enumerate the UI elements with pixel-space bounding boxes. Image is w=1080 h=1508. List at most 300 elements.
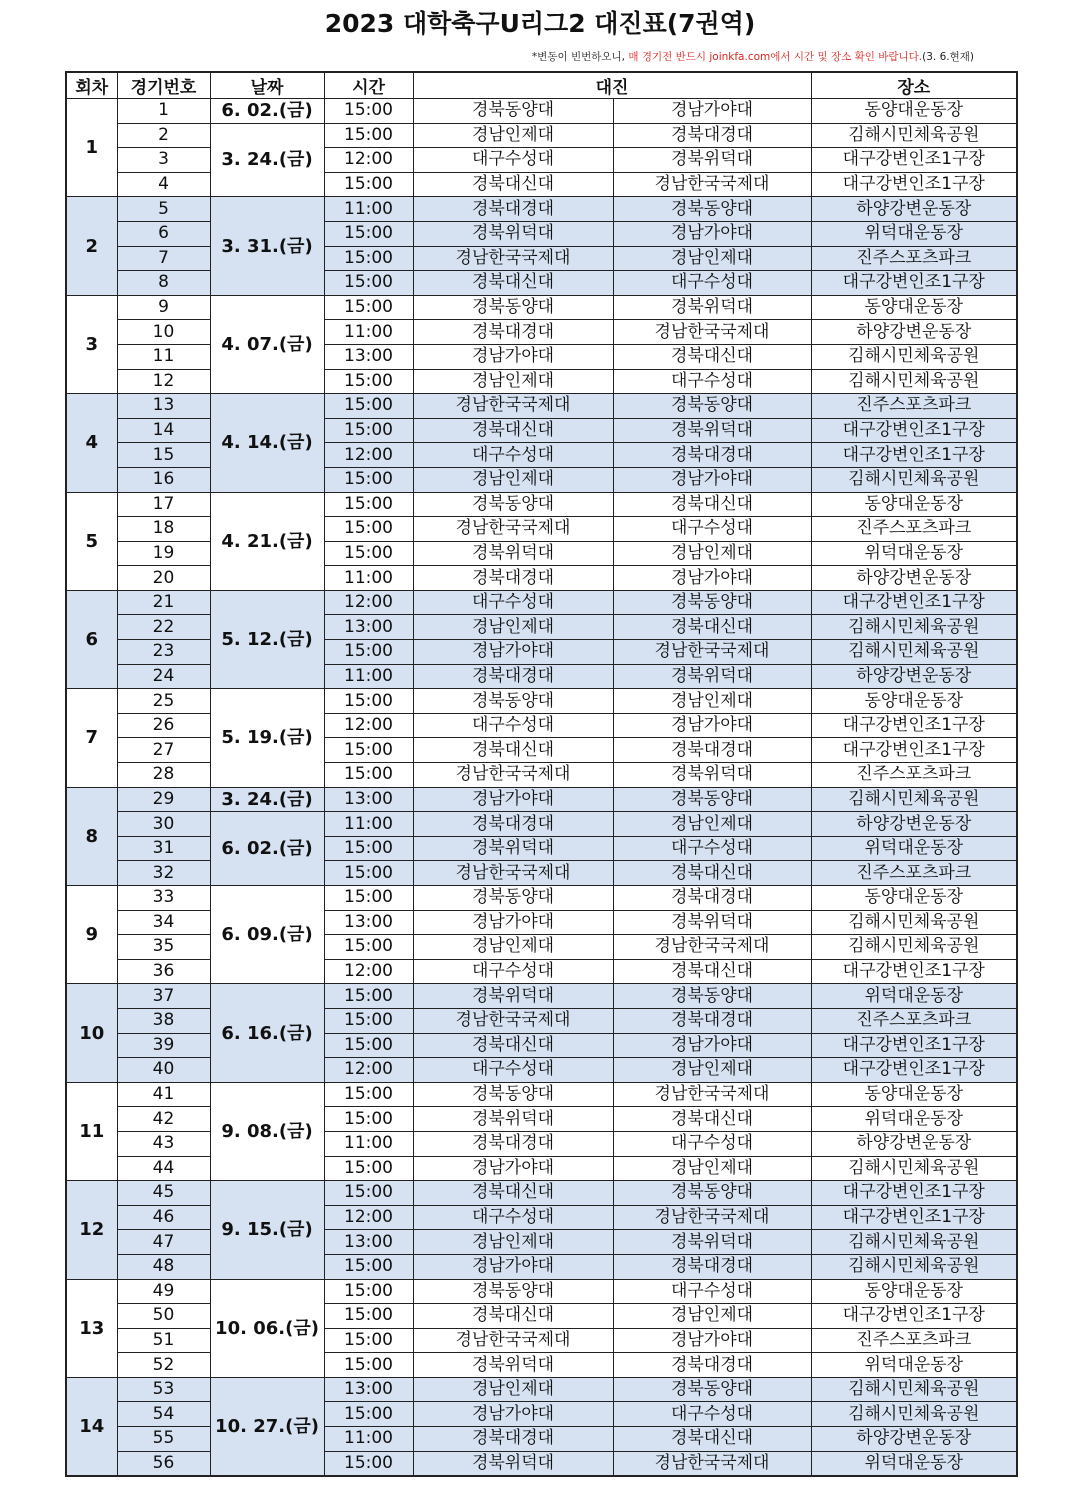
home-team: 경남인제대 (413, 615, 613, 640)
venue: 김해시민체육공원 (811, 344, 1017, 369)
match-number: 53 (117, 1377, 210, 1402)
match-number: 17 (117, 492, 210, 517)
home-team: 경남인제대 (413, 1230, 613, 1255)
venue: 김해시민체육공원 (811, 1156, 1017, 1181)
match-time: 15:00 (324, 1156, 413, 1181)
venue: 김해시민체육공원 (811, 1402, 1017, 1427)
match-number: 4 (117, 172, 210, 197)
match-number: 24 (117, 664, 210, 689)
table-row (66, 443, 1017, 468)
home-team: 경북위덕대 (413, 541, 613, 566)
table-row (66, 197, 1017, 222)
match-number: 22 (117, 615, 210, 640)
match-time: 13:00 (324, 615, 413, 640)
match-number: 36 (117, 959, 210, 984)
match-time: 15:00 (324, 541, 413, 566)
table-row (66, 640, 1017, 665)
table-row (66, 713, 1017, 738)
match-time: 15:00 (324, 886, 413, 911)
home-team: 대구수성대 (413, 1205, 613, 1230)
match-time: 12:00 (324, 959, 413, 984)
match-time: 13:00 (324, 344, 413, 369)
table-row (66, 148, 1017, 173)
match-time: 15:00 (324, 1451, 413, 1476)
match-date: 3. 31.(금) (210, 197, 324, 295)
table-row (66, 172, 1017, 197)
match-number: 19 (117, 541, 210, 566)
away-team: 경북대신대 (613, 615, 811, 640)
away-team: 경북대경대 (613, 443, 811, 468)
away-team: 경남한국국제대 (613, 935, 811, 960)
match-number: 38 (117, 1008, 210, 1033)
venue: 동양대운동장 (811, 492, 1017, 517)
away-team: 경북대경대 (613, 886, 811, 911)
home-team: 경북동양대 (413, 1279, 613, 1304)
table-row (66, 886, 1017, 911)
away-team: 경북위덕대 (613, 418, 811, 443)
schedule-body (66, 99, 1017, 1477)
notice-text (532, 49, 974, 65)
venue: 동양대운동장 (811, 886, 1017, 911)
home-team: 경남인제대 (413, 467, 613, 492)
round-number: 2 (66, 197, 117, 295)
venue: 대구강변인조1구장 (811, 1181, 1017, 1206)
away-team: 경북위덕대 (613, 148, 811, 173)
table-row (66, 467, 1017, 492)
venue: 하양강변운동장 (811, 1131, 1017, 1156)
home-team: 경남한국국제대 (413, 1328, 613, 1353)
header-round: 회차 (66, 72, 117, 99)
match-number: 18 (117, 517, 210, 542)
match-number: 50 (117, 1304, 210, 1329)
match-number: 42 (117, 1107, 210, 1132)
home-team: 대구수성대 (413, 959, 613, 984)
venue: 김해시민체육공원 (811, 935, 1017, 960)
match-number: 47 (117, 1230, 210, 1255)
table-row (66, 1279, 1017, 1304)
table-row (66, 1205, 1017, 1230)
round-number: 5 (66, 492, 117, 590)
home-team: 경북위덕대 (413, 1107, 613, 1132)
venue: 대구강변인조1구장 (811, 738, 1017, 763)
table-row (66, 221, 1017, 246)
away-team: 경남인제대 (613, 689, 811, 714)
away-team: 경북동양대 (613, 590, 811, 615)
away-team: 경남한국국제대 (613, 640, 811, 665)
match-time: 15:00 (324, 246, 413, 271)
match-time: 15:00 (324, 1304, 413, 1329)
match-number: 37 (117, 984, 210, 1009)
match-number: 27 (117, 738, 210, 763)
match-time: 12:00 (324, 1058, 413, 1083)
away-team: 경북대경대 (613, 1353, 811, 1378)
away-team: 경북대신대 (613, 492, 811, 517)
home-team: 대구수성대 (413, 443, 613, 468)
match-date: 10. 27.(금) (210, 1377, 324, 1476)
table-row (66, 1328, 1017, 1353)
table-row (66, 1156, 1017, 1181)
away-team: 경남한국국제대 (613, 1451, 811, 1476)
away-team: 대구수성대 (613, 836, 811, 861)
venue: 진주스포츠파크 (811, 246, 1017, 271)
match-time: 15:00 (324, 295, 413, 320)
venue: 하양강변운동장 (811, 1427, 1017, 1452)
venue: 대구강변인조1구장 (811, 1304, 1017, 1329)
venue: 대구강변인조1구장 (811, 1058, 1017, 1083)
match-number: 6 (117, 221, 210, 246)
match-number: 25 (117, 689, 210, 714)
round-number: 6 (66, 590, 117, 688)
table-row (66, 99, 1017, 124)
venue: 위덕대운동장 (811, 541, 1017, 566)
match-time: 15:00 (324, 763, 413, 788)
match-time: 15:00 (324, 1107, 413, 1132)
table-row (66, 1131, 1017, 1156)
table-row (66, 1353, 1017, 1378)
away-team: 경북대신대 (613, 344, 811, 369)
venue: 김해시민체육공원 (811, 787, 1017, 812)
home-team: 대구수성대 (413, 713, 613, 738)
header-matchup: 대진 (413, 72, 811, 99)
venue: 진주스포츠파크 (811, 517, 1017, 542)
match-time: 15:00 (324, 836, 413, 861)
table-row (66, 541, 1017, 566)
match-number: 34 (117, 910, 210, 935)
away-team: 경남가야대 (613, 713, 811, 738)
match-date: 4. 21.(금) (210, 492, 324, 590)
venue: 위덕대운동장 (811, 221, 1017, 246)
home-team: 경남가야대 (413, 1254, 613, 1279)
match-time: 15:00 (324, 1181, 413, 1206)
table-row (66, 787, 1017, 812)
match-time: 15:00 (324, 640, 413, 665)
home-team: 경남인제대 (413, 123, 613, 148)
home-team: 경남가야대 (413, 640, 613, 665)
away-team: 경북위덕대 (613, 664, 811, 689)
table-row (66, 763, 1017, 788)
table-row (66, 1230, 1017, 1255)
table-row (66, 295, 1017, 320)
venue: 대구강변인조1구장 (811, 418, 1017, 443)
away-team: 경남인제대 (613, 1156, 811, 1181)
table-row (66, 935, 1017, 960)
match-number: 3 (117, 148, 210, 173)
match-date: 3. 24.(금) (210, 123, 324, 197)
match-date: 5. 12.(금) (210, 590, 324, 688)
home-team: 경북동양대 (413, 1082, 613, 1107)
venue: 김해시민체육공원 (811, 1230, 1017, 1255)
away-team: 경남인제대 (613, 541, 811, 566)
match-date: 6. 02.(금) (210, 812, 324, 886)
match-number: 48 (117, 1254, 210, 1279)
match-date: 9. 08.(금) (210, 1082, 324, 1180)
table-row (66, 689, 1017, 714)
home-team: 경남한국국제대 (413, 246, 613, 271)
match-number: 13 (117, 394, 210, 419)
away-team: 경남가야대 (613, 99, 811, 124)
match-time: 15:00 (324, 517, 413, 542)
venue: 김해시민체육공원 (811, 123, 1017, 148)
home-team: 경북대경대 (413, 197, 613, 222)
match-number: 16 (117, 467, 210, 492)
match-time: 15:00 (324, 1033, 413, 1058)
match-number: 12 (117, 369, 210, 394)
home-team: 경남한국국제대 (413, 394, 613, 419)
round-number: 11 (66, 1082, 117, 1180)
round-number: 13 (66, 1279, 117, 1377)
page-title: 2023 대학축구U리그2 대진표(7권역) (324, 9, 756, 38)
match-date: 9. 15.(금) (210, 1181, 324, 1279)
match-number: 43 (117, 1131, 210, 1156)
table-row (66, 271, 1017, 296)
match-time: 15:00 (324, 271, 413, 296)
home-team: 경남가야대 (413, 1402, 613, 1427)
match-time: 15:00 (324, 394, 413, 419)
match-time: 15:00 (324, 172, 413, 197)
header-venue: 장소 (811, 72, 1017, 99)
table-row (66, 320, 1017, 345)
match-number: 10 (117, 320, 210, 345)
home-team: 경북위덕대 (413, 836, 613, 861)
match-time: 12:00 (324, 1205, 413, 1230)
match-time: 12:00 (324, 590, 413, 615)
home-team: 경남한국국제대 (413, 861, 613, 886)
match-number: 20 (117, 566, 210, 591)
venue: 대구강변인조1구장 (811, 148, 1017, 173)
away-team: 경북동양대 (613, 1377, 811, 1402)
table-row (66, 123, 1017, 148)
match-time: 15:00 (324, 1082, 413, 1107)
match-date: 4. 07.(금) (210, 295, 324, 393)
venue: 동양대운동장 (811, 295, 1017, 320)
venue: 진주스포츠파크 (811, 861, 1017, 886)
venue: 대구강변인조1구장 (811, 1205, 1017, 1230)
venue: 동양대운동장 (811, 1082, 1017, 1107)
match-number: 1 (117, 99, 210, 124)
table-row (66, 1107, 1017, 1132)
away-team: 경북동양대 (613, 394, 811, 419)
match-date: 4. 14.(금) (210, 394, 324, 492)
venue: 동양대운동장 (811, 99, 1017, 124)
away-team: 경남인제대 (613, 1058, 811, 1083)
venue: 진주스포츠파크 (811, 1328, 1017, 1353)
home-team: 경북대신대 (413, 738, 613, 763)
table-row (66, 369, 1017, 394)
match-number: 26 (117, 713, 210, 738)
match-number: 32 (117, 861, 210, 886)
away-team: 경북대경대 (613, 123, 811, 148)
away-team: 경남가야대 (613, 221, 811, 246)
home-team: 경북대경대 (413, 566, 613, 591)
away-team: 경북대신대 (613, 861, 811, 886)
venue: 하양강변운동장 (811, 566, 1017, 591)
match-number: 46 (117, 1205, 210, 1230)
home-team: 대구수성대 (413, 148, 613, 173)
match-number: 40 (117, 1058, 210, 1083)
away-team: 경북위덕대 (613, 910, 811, 935)
venue: 김해시민체육공원 (811, 910, 1017, 935)
away-team: 경북대신대 (613, 1427, 811, 1452)
match-number: 56 (117, 1451, 210, 1476)
notice-lead: *변동이 빈번하오니, (531, 51, 629, 63)
match-number: 39 (117, 1033, 210, 1058)
match-time: 11:00 (324, 1427, 413, 1452)
table-row (66, 959, 1017, 984)
table-row (66, 1254, 1017, 1279)
away-team: 경북대경대 (613, 1008, 811, 1033)
home-team: 대구수성대 (413, 1058, 613, 1083)
match-time: 15:00 (324, 492, 413, 517)
round-number: 12 (66, 1181, 117, 1279)
match-number: 44 (117, 1156, 210, 1181)
match-time: 15:00 (324, 221, 413, 246)
match-number: 45 (117, 1181, 210, 1206)
venue: 하양강변운동장 (811, 664, 1017, 689)
match-time: 15:00 (324, 1328, 413, 1353)
venue: 위덕대운동장 (811, 984, 1017, 1009)
away-team: 경남인제대 (613, 1304, 811, 1329)
away-team: 경북위덕대 (613, 295, 811, 320)
match-time: 15:00 (324, 1254, 413, 1279)
match-time: 15:00 (324, 1279, 413, 1304)
match-date: 6. 16.(금) (210, 984, 324, 1082)
venue: 진주스포츠파크 (811, 394, 1017, 419)
away-team: 경북동양대 (613, 1181, 811, 1206)
match-number: 5 (117, 197, 210, 222)
match-time: 15:00 (324, 99, 413, 124)
venue: 위덕대운동장 (811, 1107, 1017, 1132)
away-team: 경북대신대 (613, 959, 811, 984)
match-time: 12:00 (324, 443, 413, 468)
match-time: 13:00 (324, 1230, 413, 1255)
home-team: 경남가야대 (413, 910, 613, 935)
home-team: 경북대신대 (413, 172, 613, 197)
home-team: 경북동양대 (413, 886, 613, 911)
venue: 김해시민체육공원 (811, 640, 1017, 665)
match-time: 11:00 (324, 1131, 413, 1156)
schedule-table (65, 71, 1018, 1477)
home-team: 경남인제대 (413, 935, 613, 960)
table-row (66, 1427, 1017, 1452)
away-team: 경남한국국제대 (613, 1082, 811, 1107)
home-team: 경북대신대 (413, 418, 613, 443)
match-time: 15:00 (324, 689, 413, 714)
venue: 하양강변운동장 (811, 197, 1017, 222)
match-number: 41 (117, 1082, 210, 1107)
home-team: 경북동양대 (413, 99, 613, 124)
venue: 대구강변인조1구장 (811, 443, 1017, 468)
away-team: 경북동양대 (613, 197, 811, 222)
match-date: 10. 06.(금) (210, 1279, 324, 1377)
away-team: 경남가야대 (613, 1033, 811, 1058)
home-team: 경북대신대 (413, 1033, 613, 1058)
table-row (66, 566, 1017, 591)
round-number: 7 (66, 689, 117, 787)
home-team: 경북대신대 (413, 1181, 613, 1206)
away-team: 대구수성대 (613, 271, 811, 296)
round-number: 10 (66, 984, 117, 1082)
match-number: 55 (117, 1427, 210, 1452)
home-team: 경남한국국제대 (413, 763, 613, 788)
match-time: 11:00 (324, 664, 413, 689)
home-team: 경남한국국제대 (413, 1008, 613, 1033)
match-number: 33 (117, 886, 210, 911)
away-team: 대구수성대 (613, 1279, 811, 1304)
home-team: 경북대경대 (413, 1131, 613, 1156)
table-row (66, 664, 1017, 689)
match-time: 12:00 (324, 713, 413, 738)
home-team: 경북위덕대 (413, 984, 613, 1009)
match-number: 14 (117, 418, 210, 443)
match-number: 28 (117, 763, 210, 788)
home-team: 경북대경대 (413, 812, 613, 837)
match-time: 12:00 (324, 148, 413, 173)
table-row (66, 492, 1017, 517)
table-row (66, 418, 1017, 443)
match-time: 15:00 (324, 467, 413, 492)
match-time: 15:00 (324, 123, 413, 148)
match-time: 15:00 (324, 1008, 413, 1033)
venue: 위덕대운동장 (811, 836, 1017, 861)
venue: 대구강변인조1구장 (811, 959, 1017, 984)
table-row (66, 812, 1017, 837)
header-time: 시간 (324, 72, 413, 99)
table-row (66, 517, 1017, 542)
away-team: 대구수성대 (613, 1131, 811, 1156)
match-date: 6. 09.(금) (210, 886, 324, 984)
away-team: 경남한국국제대 (613, 1205, 811, 1230)
home-team: 대구수성대 (413, 590, 613, 615)
home-team: 경북동양대 (413, 492, 613, 517)
match-date: 5. 19.(금) (210, 689, 324, 787)
match-number: 49 (117, 1279, 210, 1304)
match-number: 29 (117, 787, 210, 812)
away-team: 경남가야대 (613, 467, 811, 492)
venue: 김해시민체육공원 (811, 1254, 1017, 1279)
home-team: 경북대신대 (413, 271, 613, 296)
match-time: 15:00 (324, 935, 413, 960)
match-number: 2 (117, 123, 210, 148)
match-number: 52 (117, 1353, 210, 1378)
home-team: 경북대경대 (413, 1427, 613, 1452)
venue: 대구강변인조1구장 (811, 271, 1017, 296)
table-row (66, 1181, 1017, 1206)
home-team: 경남가야대 (413, 787, 613, 812)
table-row (66, 1304, 1017, 1329)
home-team: 경남가야대 (413, 344, 613, 369)
venue: 진주스포츠파크 (811, 1008, 1017, 1033)
venue: 동양대운동장 (811, 689, 1017, 714)
home-team: 경북위덕대 (413, 1353, 613, 1378)
round-number: 4 (66, 394, 117, 492)
match-number: 11 (117, 344, 210, 369)
venue: 동양대운동장 (811, 1279, 1017, 1304)
venue: 김해시민체육공원 (811, 467, 1017, 492)
table-row (66, 910, 1017, 935)
home-team: 경북대경대 (413, 320, 613, 345)
table-row (66, 1008, 1017, 1033)
match-time: 11:00 (324, 566, 413, 591)
match-number: 54 (117, 1402, 210, 1427)
match-time: 15:00 (324, 861, 413, 886)
match-time: 15:00 (324, 984, 413, 1009)
home-team: 경북위덕대 (413, 1451, 613, 1476)
away-team: 경남인제대 (613, 246, 811, 271)
match-time: 15:00 (324, 1353, 413, 1378)
match-number: 8 (117, 271, 210, 296)
table-row (66, 1377, 1017, 1402)
away-team: 경북위덕대 (613, 1230, 811, 1255)
